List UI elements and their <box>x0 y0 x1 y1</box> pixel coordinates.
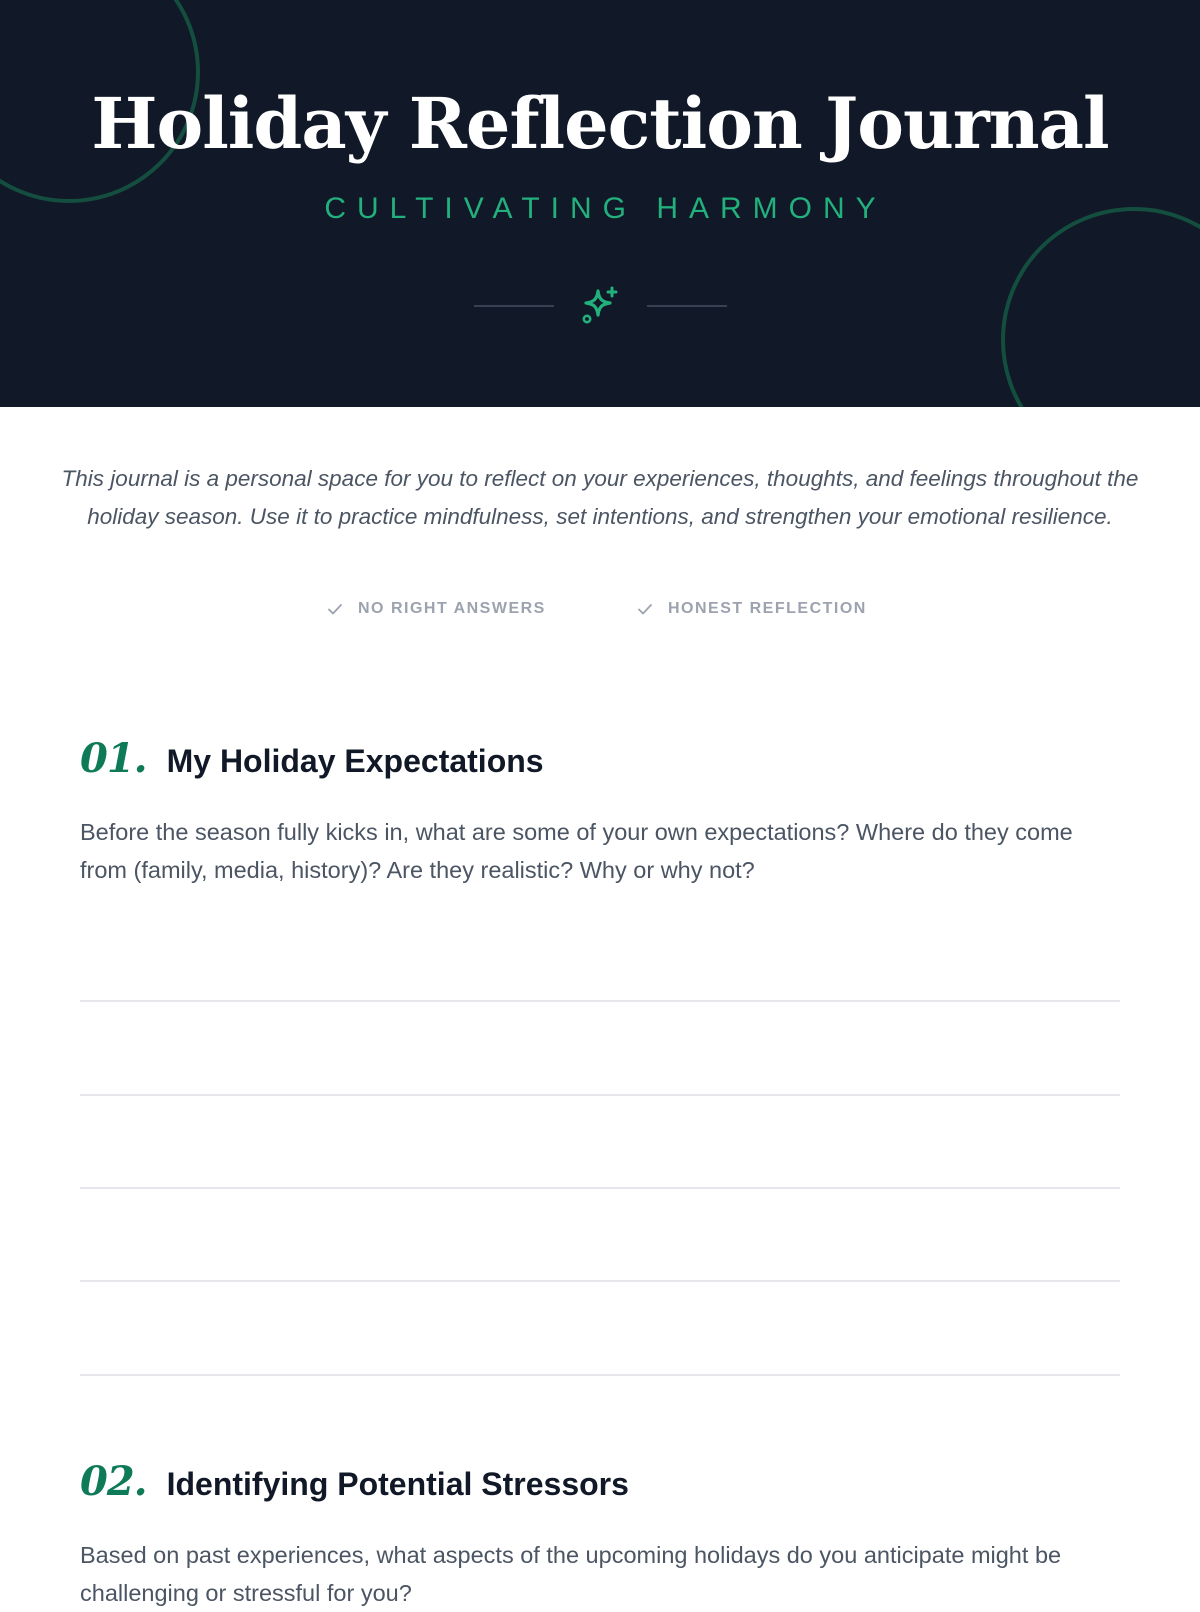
writing-line[interactable] <box>80 1280 1120 1282</box>
section-heading <box>80 735 1120 795</box>
tag-label: NO RIGHT ANSWERS <box>358 600 546 617</box>
divider-line <box>647 305 727 307</box>
section-title: Identifying Potential Stressors <box>166 1466 629 1502</box>
tag-honest-reflection <box>636 600 867 618</box>
writing-line[interactable] <box>80 1094 1120 1096</box>
intro-text: This journal is a personal space for you to reflect on your experiences, thoughts, and feelings throughout the holiday season. Use it to practice mindfulness, set intentions, and strengthen your emotional resilience. <box>61 466 1139 529</box>
tag-no-right-answers <box>326 600 546 618</box>
section-holiday-expectations <box>80 735 1120 889</box>
section-title: My Holiday Expectations <box>166 743 544 779</box>
journal-title: Holiday Reflection Journal <box>91 82 1109 165</box>
check-icon <box>326 600 344 618</box>
divider-line <box>474 305 554 307</box>
section-question: Before the season fully kicks in, what are some of your own expectations? Where do they come from (family, media, history)? Are they realistic? Why or why not? <box>80 819 1073 883</box>
writing-line[interactable] <box>80 1000 1120 1002</box>
journal-subtitle: CULTIVATING HARMONY <box>324 192 887 225</box>
section-heading <box>80 1458 1120 1518</box>
check-icon <box>636 600 654 618</box>
decorative-circle <box>1001 207 1200 407</box>
intro-tags <box>0 600 1200 626</box>
writing-line[interactable] <box>80 1374 1120 1376</box>
section-number: 02. <box>80 1458 147 1505</box>
writing-line[interactable] <box>80 1187 1120 1189</box>
section-question: Based on past experiences, what aspects of the upcoming holidays do you anticipate might be challenging or stressful for you? <box>80 1542 1062 1606</box>
sparkle-icon <box>578 285 622 329</box>
section-potential-stressors <box>80 1458 1120 1612</box>
journal-header <box>0 0 1200 407</box>
section-number: 01. <box>80 735 147 782</box>
tag-label: HONEST REFLECTION <box>668 600 867 617</box>
